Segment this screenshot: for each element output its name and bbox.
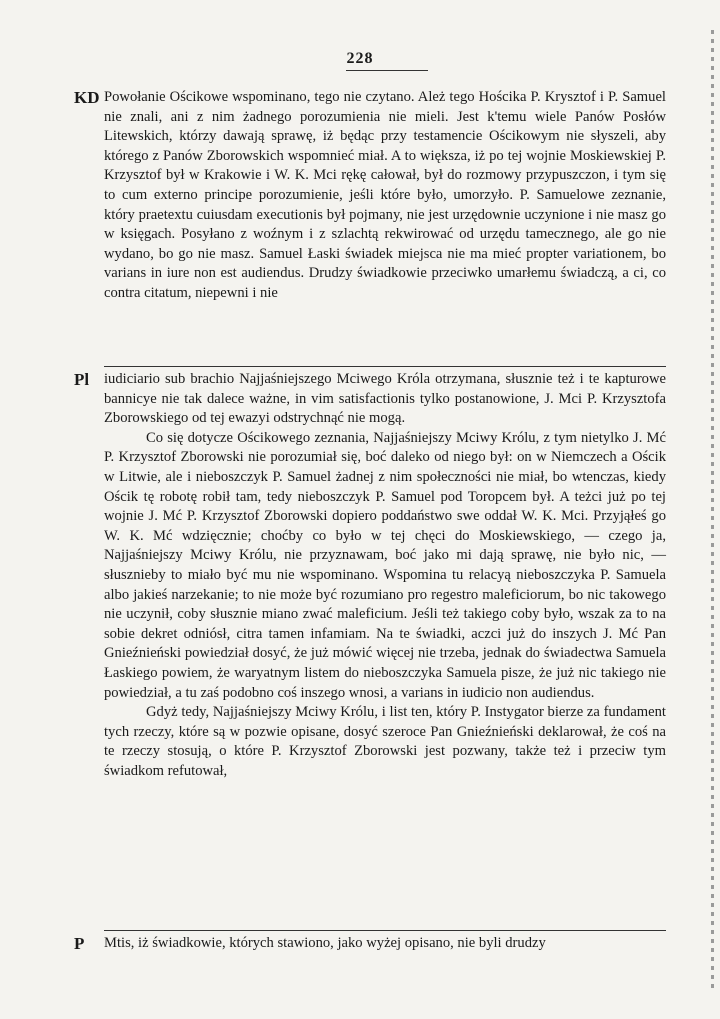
- paragraph: Gdyż tedy, Najjaśniejszy Mciwy Królu, i list ten, który P. Instygator bierze za fundament tych rzeczy, które są w pozwie opisane, dosyć szeroce Pan Gnieźnieński deklarował, że coś na te rzeczy stosują, o które P. Krzysztof Zborowski jest pozwany, także też i przeciw tym świadkom refutował,: [104, 704, 666, 779]
- section-p: [104, 934, 666, 954]
- page-edge: [711, 30, 714, 990]
- speaker-marker-pl: Pl: [74, 370, 90, 389]
- page-number-rule: [346, 70, 428, 71]
- paragraph: Co się dotycze Ościkowego zeznania, Najjaśniejszy Mciwy Królu, z tym nietylko J. Mć P. Krzysztof Zborowski nie porozumiał się, boć daleko od niego był: on w Niemczech a Ościk w Litwie, ale i nieboszczyk P. Samuel żadnej z nim społeczności nie miał, bo wtenczas, kiedy Ościk tę robotę robił tam, tedy nieboszczyk P. Samuel pod Toropcem był. A teżci już po tej wojnie J. Mć P. Krzysztof Zborowski dopiero poddaństwo swe oddał W. K. Mci. Przyjąłeś go W. K. Mć wdzięcznie; choćby co było w tej chęci do Moskiewskiego, — czego ja, Najjaśniejszy Mciwy Królu, nie przyznawam, boć jako mi dają sprawę, nie było nic, — słuszniebу to miało być mu nie wspominano. Wspomina tu relacyą nieboszczyka P. Samuela albo jakieś narzekanie; to nie może być rozumiano pro regestro maleficiorum, bo nic takowego nie uczynił, coby słusznie miano zwać maleficium. Jeśli też takiego coby było, wszak za to na sobie dekret odniósł, citra tamen infamiam. Na te świadki, aczci już do inszych J. Mć Pan Gnieźnieński powiedział dosyć, że już mówić więcej nie trzeba, jednak do świadectwa Samuela Łaskiego powiem, że waryatnym listem do nieboszczyka Samuela pisze, że już nic takiego nie powiedział, a tu zaś podobno coś inszego wnosi, a varians in iudicio non audiendus.: [104, 429, 666, 701]
- section-kd: [104, 88, 666, 304]
- speaker-marker-p: P: [74, 934, 85, 953]
- paragraph: iudiciario sub brachio Najjaśniejszego Mciwego Króla otrzymana, słusznie też i te kapturowe bannicye nie tak dalece ważne, in vim satisfactionis tylko postanowione, J. Mci P. Krzysztofa Zborowskiego od tej ewazyi odstrychnąć nie mogą.: [104, 371, 666, 427]
- section-divider: [104, 930, 666, 931]
- page-number: 228: [346, 50, 374, 67]
- paragraph: Powołanie Ościkowe wspominano, tego nie czytano. Ależ tego Hościka P. Krysztof i P. Samuel nie znali, ani z nim żadnego porozumienia nie mieli. Jest k'temu wiele Panów Posłów Litewskich, którzy dawają sprawę, iż będąc przy testamencie Ościkowym nie słyszeli, aby którego z Panów Zborowskich wspomnieć miał. A to większa, iż po tej wojnie Moskiewskiej P. Krzysztof był w Krakowie i W. K. Mci rękę całował, był do rozmowy przypuszczon, i tym się to cum externo principe porozumienie, jeśli które było, umorzyło. P. Samuelowe zeznanie, który praetextu cuiusdam executionis był pojmany, nie jest urzędownie uczynione i nie masz go w księgach. Posyłano z woźnym i z szlachtą rekwirować od urzędu tamecznego, ale go nie wydano, bo go nie masz. Samuel Łaski świadek miejsca nie ma mieć propter variationem, bo varians in iure non est audiendus. Drudzy świadkowie przeciwko umarłemu świadczą, a ci, co contra citatum, niepewni i nie: [104, 89, 666, 301]
- speaker-marker-kd: KD: [74, 88, 100, 107]
- section-divider: [104, 366, 666, 367]
- paragraph: Mtis, iż świadkowie, których stawiono, jako wyżej opisano, nie byli drudzy: [104, 935, 546, 951]
- section-pl: [104, 370, 666, 781]
